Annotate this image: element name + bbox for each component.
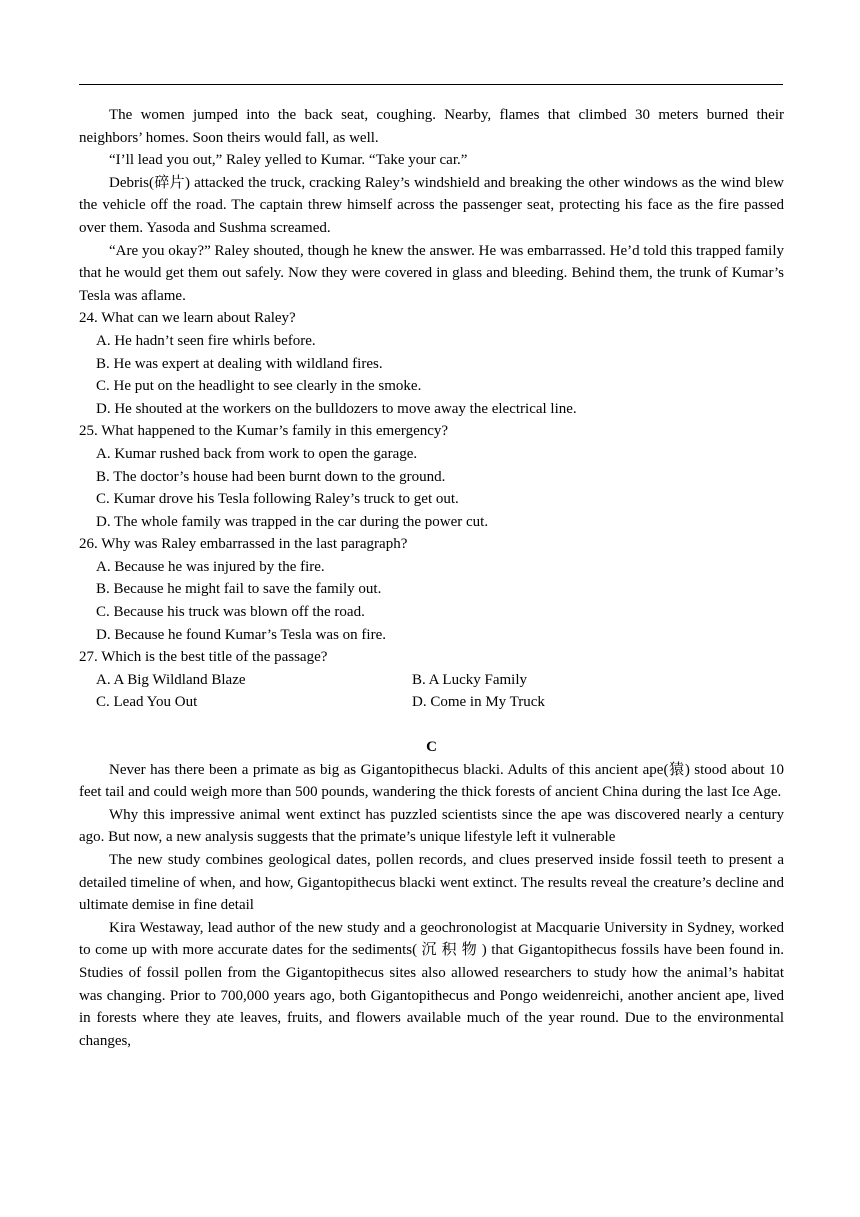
question-option: C. Kumar drove his Tesla following Raley’s truck to get out. [96,491,459,508]
story-paragraph: “Are you okay?” Raley shouted, though he knew the answer. He was embarrassed. He’d told this trapped family that he would get them out safely. Now they were covered in glass and bleeding. Behind them, the trunk of Kumar’s Tesla was aflame. [79,242,784,304]
passage-paragraph: Never has there been a primate as big as Gigantopithecus blacki. Adults of this ancient ape(猿) stood about 10 feet tail and could weigh more than 500 pounds, wandering the thick forests of ancient China during the last Ice Age. [79,761,784,801]
question-stem: 26. Why was Raley embarrassed in the last paragraph? [79,536,408,553]
question-option: A. Kumar rushed back from work to open the garage. [96,445,418,462]
option-row [79,691,784,714]
question-25 [79,420,784,533]
question-24 [79,307,784,420]
question-option: A. A Big Wildland Blaze [96,671,246,688]
question-27 [79,646,784,714]
story-paragraph: “I’ll lead you out,” Raley yelled to Kumar. “Take your car.” [109,152,468,169]
option-row [79,669,784,692]
question-26 [79,533,784,646]
question-option: A. Because he was injured by the fire. [96,558,325,575]
question-option: B. A Lucky Family [412,671,528,688]
question-option: D. The whole family was trapped in the car during the power cut. [96,513,489,530]
question-option: C. Lead You Out [96,694,198,711]
passage-paragraph: The new study combines geological dates, pollen records, and clues preserved inside fossil teeth to present a detailed timeline of when, and how, Gigantopithecus blacki went extinct. The results reveal the creature’s decline and ultimate demise in fine detail [79,852,784,914]
question-option: B. Because he might fail to save the family out. [96,581,382,598]
question-option: D. Because he found Kumar’s Tesla was on fire. [96,626,386,643]
story-paragraph: The women jumped into the back seat, coughing. Nearby, flames that climbed 30 meters burned their neighbors’ homes. Soon theirs would fall, as well. [79,107,784,146]
passage-paragraph: Why this impressive animal went extinct has puzzled scientists since the ape was discovered nearly a century ago. But now, a new analysis suggests that the primate’s unique lifestyle left it vulnerable [79,806,784,846]
question-option: D. Come in My Truck [412,694,545,711]
question-option: B. He was expert at dealing with wildland fires. [96,355,383,372]
story-paragraph: Debris(碎片) attacked the truck, cracking Raley’s windshield and breaking the other windows as the wind blew the vehicle off the road. The captain threw himself across the passenger seat, protecting his face as the fire passed over them. Yasoda and Sushma screamed. [79,174,784,236]
question-option: C. He put on the headlight to see clearly in the smoke. [96,378,422,395]
question-stem: 24. What can we learn about Raley? [79,310,296,327]
question-option: A. He hadn’t seen fire whirls before. [96,332,316,349]
question-option: B. The doctor’s house had been burnt down to the ground. [96,468,446,485]
question-stem: 25. What happened to the Kumar’s family in this emergency? [79,423,449,440]
passage-paragraph: Kira Westaway, lead author of the new study and a geochronologist at Macquarie University in Sydney, worked to come up with more accurate dates for the sediments( 沉 积 物 ) that Gigantopithecus fossils have been found in. Studies of fossil pollen from the Gigantopithecus sites also allowed researchers to study how the animal’s habitat was changing. Prior to 700,000 years ago, both Gigantopithecus and Pongo weidenreichi, another ancient ape, lived in forests where they ate leaves, fruits, and flowers available much of the year round. Due to the environmental changes, [79,919,784,1049]
document-body [79,104,784,1052]
question-option: C. Because his truck was blown off the road. [96,604,365,621]
header-rule [79,84,783,85]
question-stem: 27. Which is the best title of the passage? [79,649,328,666]
section-heading: C [426,739,437,756]
question-option: D. He shouted at the workers on the bulldozers to move away the electrical line. [96,400,577,417]
